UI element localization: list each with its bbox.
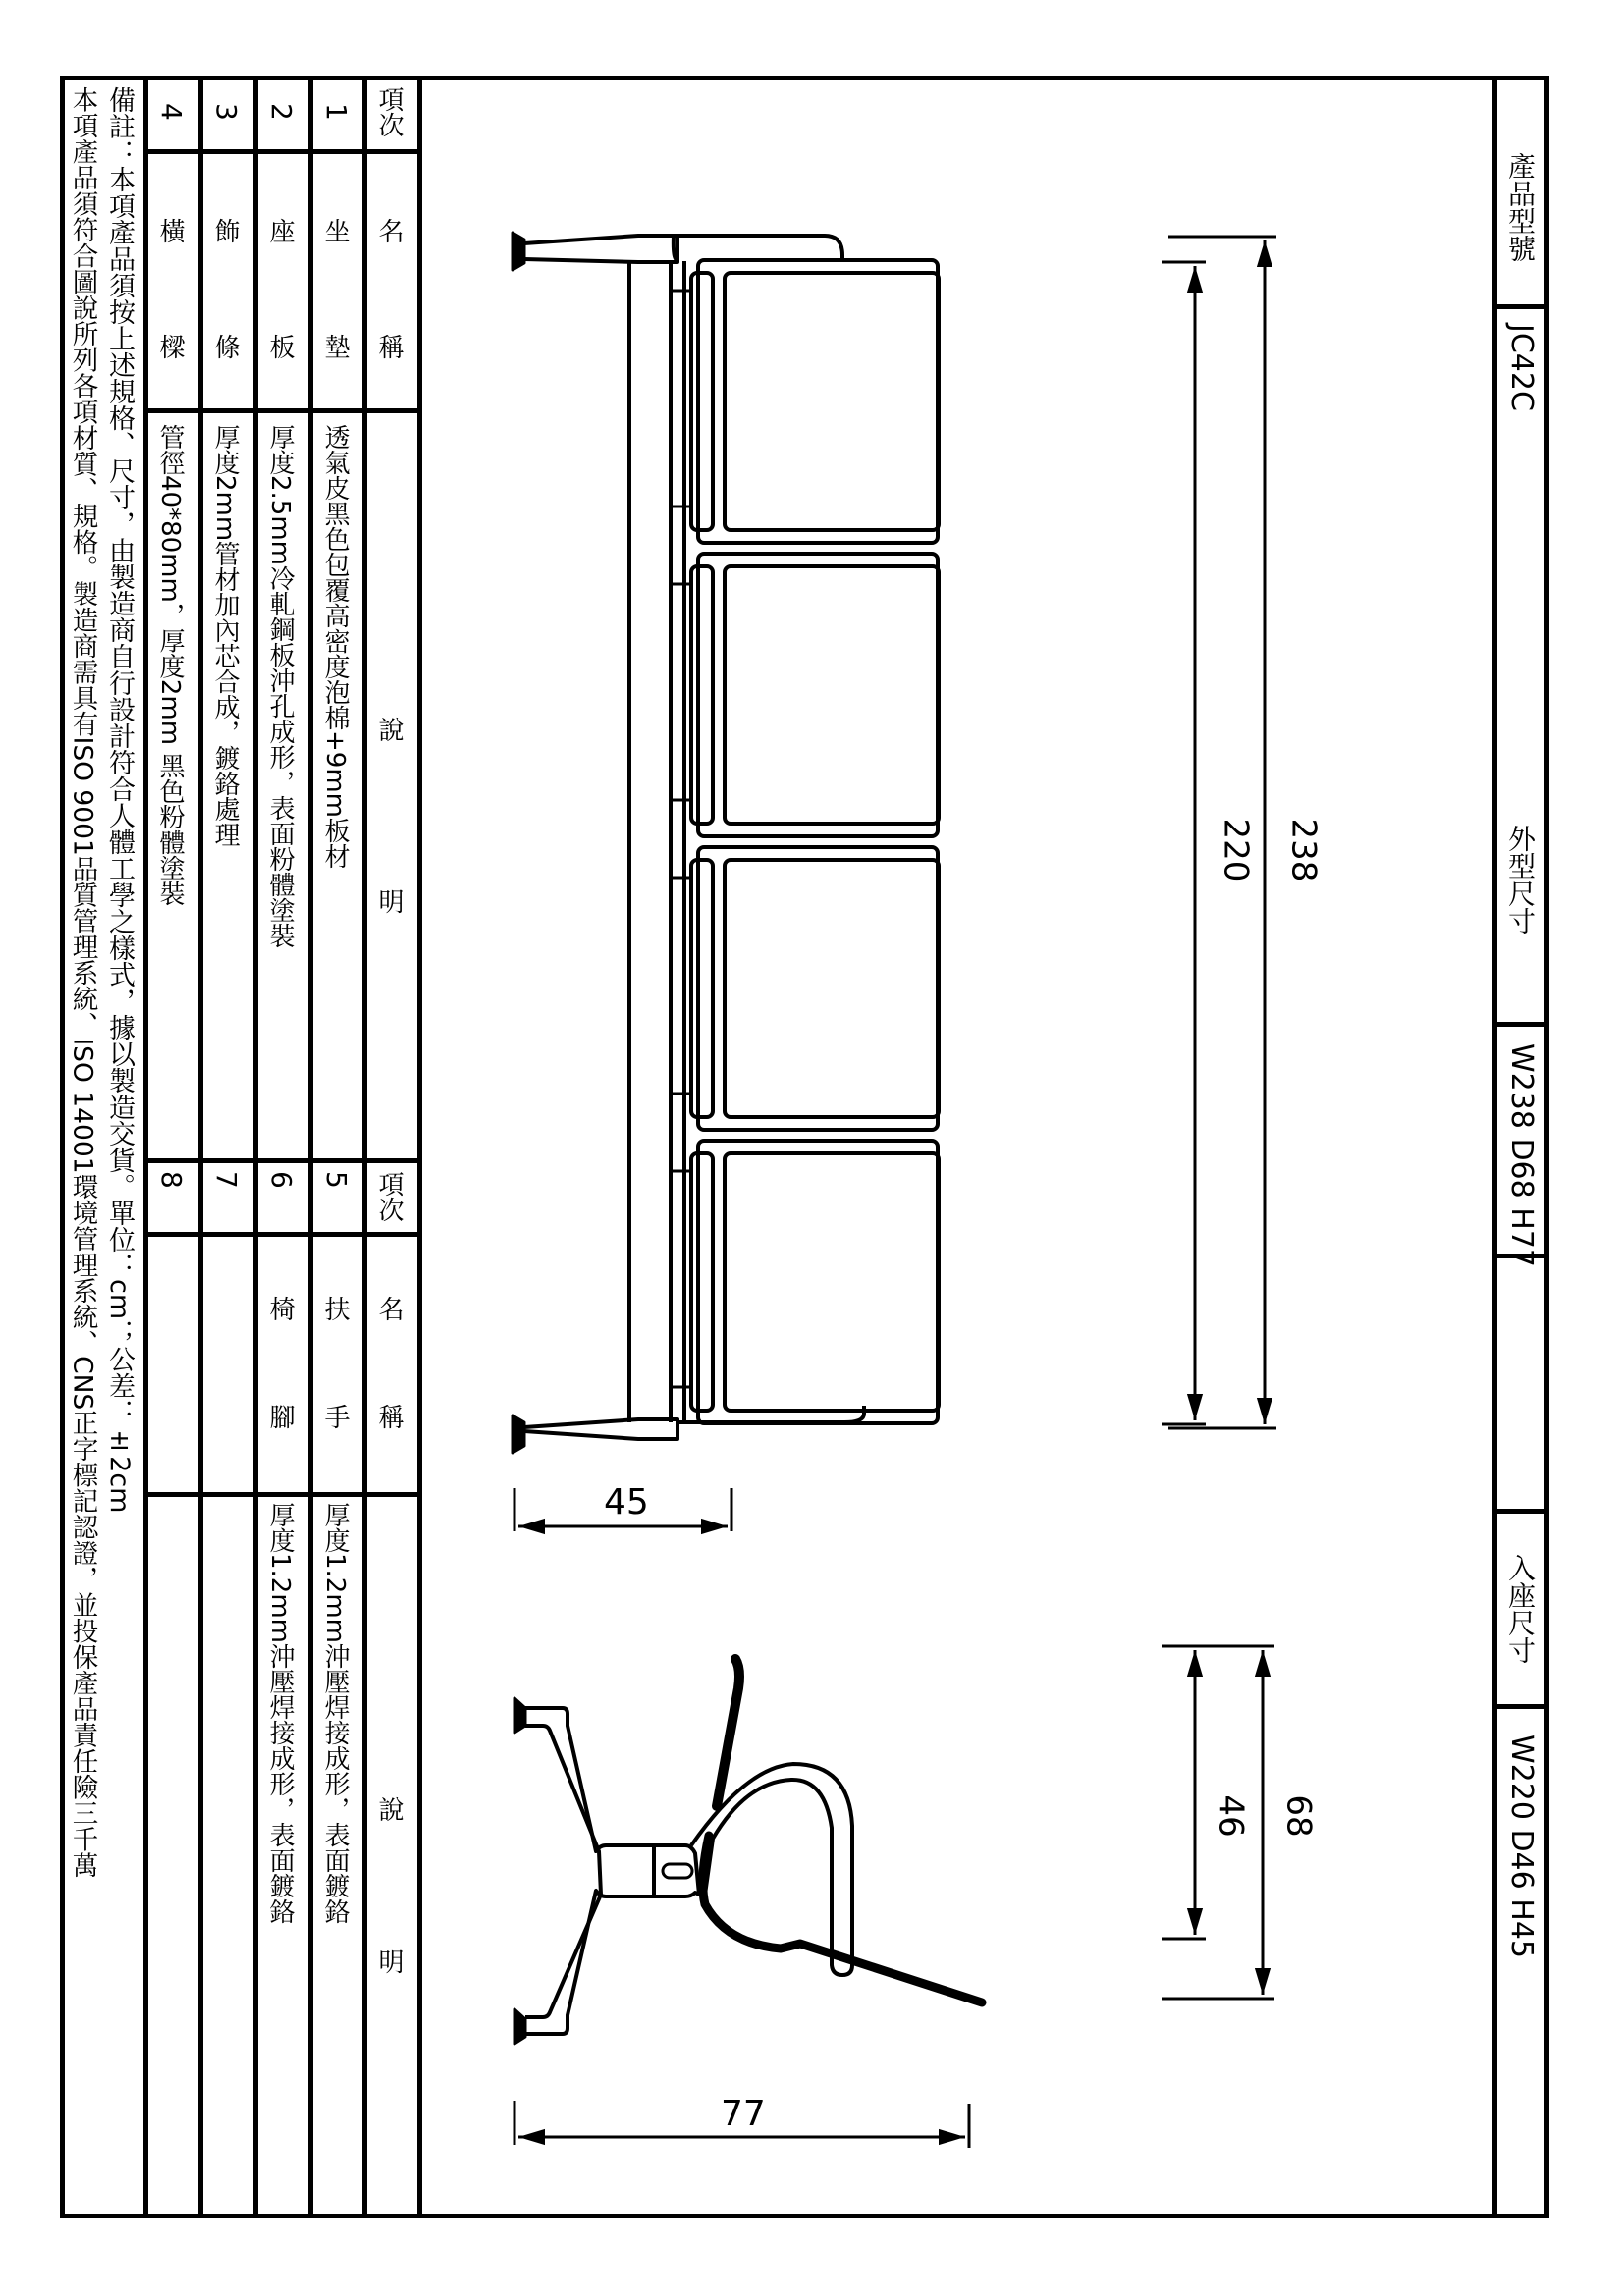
header-name-2: 稱: [374, 334, 404, 359]
model-value: JC42C: [1504, 324, 1539, 411]
seat-size-value: W220 D46 H45: [1504, 1735, 1539, 1959]
row-5-item: 5: [320, 1171, 352, 1189]
row-1-name-2: 墊: [320, 334, 350, 359]
overall-size-label: 外型尺寸: [1504, 825, 1537, 934]
row-3-name-2: 條: [210, 334, 240, 359]
row-1-desc: 透氣皮黑色包覆高密度泡棉+9mm板材: [320, 424, 350, 869]
dim-arm-offset: 45: [604, 1482, 649, 1522]
front-view-bench: [513, 233, 939, 1453]
row-2-name-1: 座: [265, 218, 295, 243]
header-item: 項次: [374, 86, 404, 137]
dim-overall-width: 238: [1283, 818, 1324, 882]
header-desc-1: 說: [374, 717, 404, 742]
row-4-item: 4: [155, 103, 188, 121]
model-label: 產品型號: [1504, 152, 1537, 262]
row-5-desc: 厚度1.2mm沖壓焊接成形，表面鍍鉻: [320, 1502, 350, 1925]
dim-seat-depth: 46: [1211, 1794, 1251, 1838]
notes-line-1: 備註：本項產品須按上述規格、尺寸，由製造商自行設計符合人體工學之樣式，據以製造交貨。單位：cm；公差：±2cm: [104, 86, 135, 1514]
row-3-desc: 厚度2mm管材加內芯合成，鍍鉻處理: [210, 424, 240, 848]
dim-seat-width: 220: [1216, 818, 1256, 882]
row-8-item: 8: [155, 1171, 188, 1189]
row-6-item: 6: [265, 1171, 298, 1189]
header-name-2-right: 稱: [374, 1404, 404, 1429]
header-desc-2-right: 明: [374, 1949, 404, 1974]
row-5-name-1: 扶: [320, 1296, 350, 1321]
row-6-name-2: 腳: [265, 1404, 295, 1429]
header-desc-2: 明: [374, 888, 404, 914]
row-3-name-1: 飾: [210, 218, 240, 243]
row-2-desc: 厚度2.5mm冷軋鋼板沖孔成形，表面粉體塗裝: [265, 424, 295, 949]
seat-1: [691, 260, 939, 543]
row-2-name-2: 板: [265, 334, 295, 359]
row-6-desc: 厚度1.2mm沖壓焊接成形，表面鍍鉻: [265, 1502, 295, 1925]
header-name-1: 名: [374, 218, 404, 243]
seat-3: [691, 847, 939, 1130]
notes-line-2: 本項產品須符合圖說所列各項材質、規格。製造商需具有ISO 9001品質管理系統、ISO 14001環境管理系統、CNS正字標記認證，並投保產品責任險三千萬: [67, 86, 98, 1879]
row-5-name-2: 手: [320, 1404, 350, 1429]
row-4-name-2: 樑: [155, 334, 185, 359]
header-desc-1-right: 說: [374, 1796, 404, 1822]
seat-2: [691, 554, 939, 836]
row-1-item: 1: [320, 103, 352, 121]
row-2-item: 2: [265, 103, 298, 121]
row-1-name-1: 坐: [320, 218, 350, 243]
seat-4: [691, 1141, 939, 1423]
dim-overall-depth: 68: [1278, 1794, 1319, 1838]
seat-size-label: 入座尺寸: [1504, 1554, 1537, 1664]
row-6-name-1: 椅: [265, 1296, 295, 1321]
side-view-chair: [514, 1659, 982, 2044]
header-item-right: 項次: [374, 1171, 404, 1222]
overall-size-value: W238 D68 H77: [1504, 1043, 1539, 1268]
row-4-name-1: 橫: [155, 218, 185, 243]
row-3-item: 3: [210, 103, 243, 121]
dim-overall-height: 77: [721, 2094, 766, 2134]
row-4-desc: 管徑40*80mm，厚度2mm 黑色粉體塗裝: [155, 424, 185, 907]
header-name-1-right: 名: [374, 1296, 404, 1321]
row-7-item: 7: [210, 1171, 243, 1189]
